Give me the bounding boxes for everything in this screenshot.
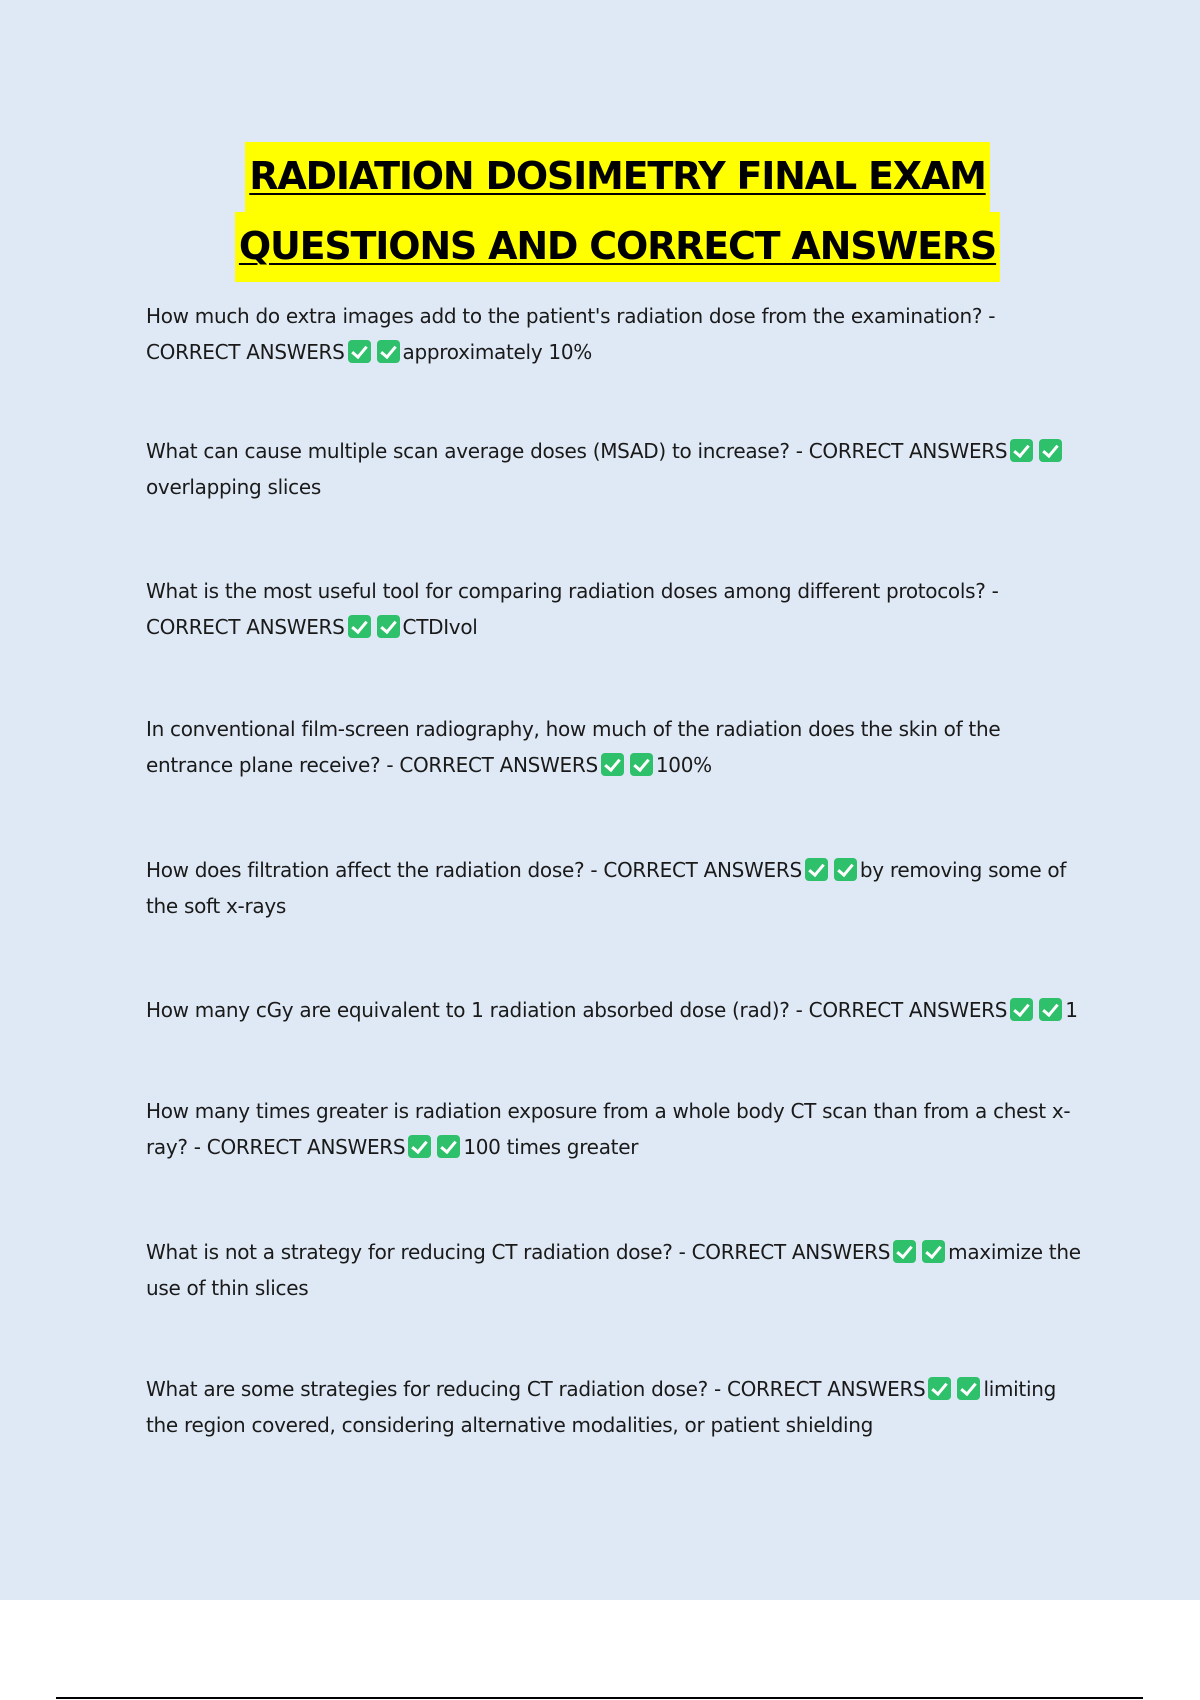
- qa-item: [146, 992, 1086, 1028]
- answer-marker: CORRECT ANSWERS: [808, 439, 1008, 463]
- answer-text: by removing some of the soft x-rays: [146, 858, 1067, 918]
- question-text: What are some strategies for reducing CT radiation dose? -: [146, 1377, 721, 1401]
- check-icon: [1039, 998, 1062, 1021]
- answer-marker: CORRECT ANSWERS: [603, 858, 802, 882]
- qa-item: [146, 433, 1086, 505]
- qa-item: [146, 573, 1086, 645]
- question-text: How does filtration affect the radiation dose? -: [146, 858, 598, 882]
- answer-marker: CORRECT ANSWERS: [691, 1240, 891, 1264]
- check-icon: [348, 340, 371, 363]
- title-line-2: QUESTIONS AND CORRECT ANSWERS: [235, 212, 1000, 282]
- question-text: What is not a strategy for reducing CT radiation dose? -: [146, 1240, 686, 1264]
- question-text: How many cGy are equivalent to 1 radiation absorbed dose (rad)? -: [146, 998, 803, 1022]
- answer-text: overlapping slices: [146, 475, 321, 499]
- check-icon: [922, 1240, 945, 1263]
- answer-marker: CORRECT ANSWERS: [808, 998, 1008, 1022]
- footer-rule: [56, 1697, 1143, 1699]
- check-icon: [1039, 439, 1062, 462]
- check-icon: [1010, 998, 1033, 1021]
- question-text: What is the most useful tool for comparing radiation doses among different protocols? -: [146, 579, 999, 603]
- qa-item: [146, 711, 1086, 783]
- answer-text: CTDIvol: [402, 615, 478, 639]
- qa-item: [146, 1093, 1086, 1165]
- answer-text: 1: [1065, 998, 1078, 1022]
- answer-text: 100 times greater: [463, 1135, 639, 1159]
- check-icon: [408, 1135, 431, 1158]
- answer-marker: CORRECT ANSWERS: [146, 340, 345, 364]
- check-icon: [928, 1377, 951, 1400]
- check-icon: [957, 1377, 980, 1400]
- check-icon: [601, 753, 624, 776]
- answer-marker: CORRECT ANSWERS: [206, 1135, 406, 1159]
- qa-item: [146, 298, 1086, 370]
- qa-item: [146, 852, 1086, 924]
- check-icon: [348, 615, 371, 638]
- document-title: [0, 142, 1200, 282]
- answer-text: maximize the use of thin slices: [146, 1240, 1081, 1300]
- check-icon: [893, 1240, 916, 1263]
- check-icon: [377, 340, 400, 363]
- check-icon: [805, 858, 828, 881]
- qa-item: [146, 1371, 1086, 1443]
- title-line-1: RADIATION DOSIMETRY FINAL EXAM: [245, 142, 989, 212]
- qa-item: [146, 1234, 1086, 1306]
- check-icon: [1010, 439, 1033, 462]
- check-icon: [377, 615, 400, 638]
- answer-text: 100%: [655, 753, 712, 777]
- answer-text: approximately 10%: [402, 340, 592, 364]
- check-icon: [630, 753, 653, 776]
- question-text: How much do extra images add to the patient's radiation dose from the examination? -: [146, 304, 996, 328]
- question-text: How many times greater is radiation exposure from a whole body CT scan than from a chest x-ray? -: [146, 1099, 1071, 1159]
- answer-marker: CORRECT ANSWERS: [146, 615, 345, 639]
- question-text: What can cause multiple scan average doses (MSAD) to increase? -: [146, 439, 803, 463]
- answer-text: limiting the region covered, considering alternative modalities, or patient shielding: [146, 1377, 1056, 1437]
- check-icon: [437, 1135, 460, 1158]
- answer-marker: CORRECT ANSWERS: [399, 753, 598, 777]
- question-text: In conventional film-screen radiography, how much of the radiation does the skin of the entrance plane receive? -: [146, 717, 1001, 777]
- check-icon: [834, 858, 857, 881]
- answer-marker: CORRECT ANSWERS: [726, 1377, 926, 1401]
